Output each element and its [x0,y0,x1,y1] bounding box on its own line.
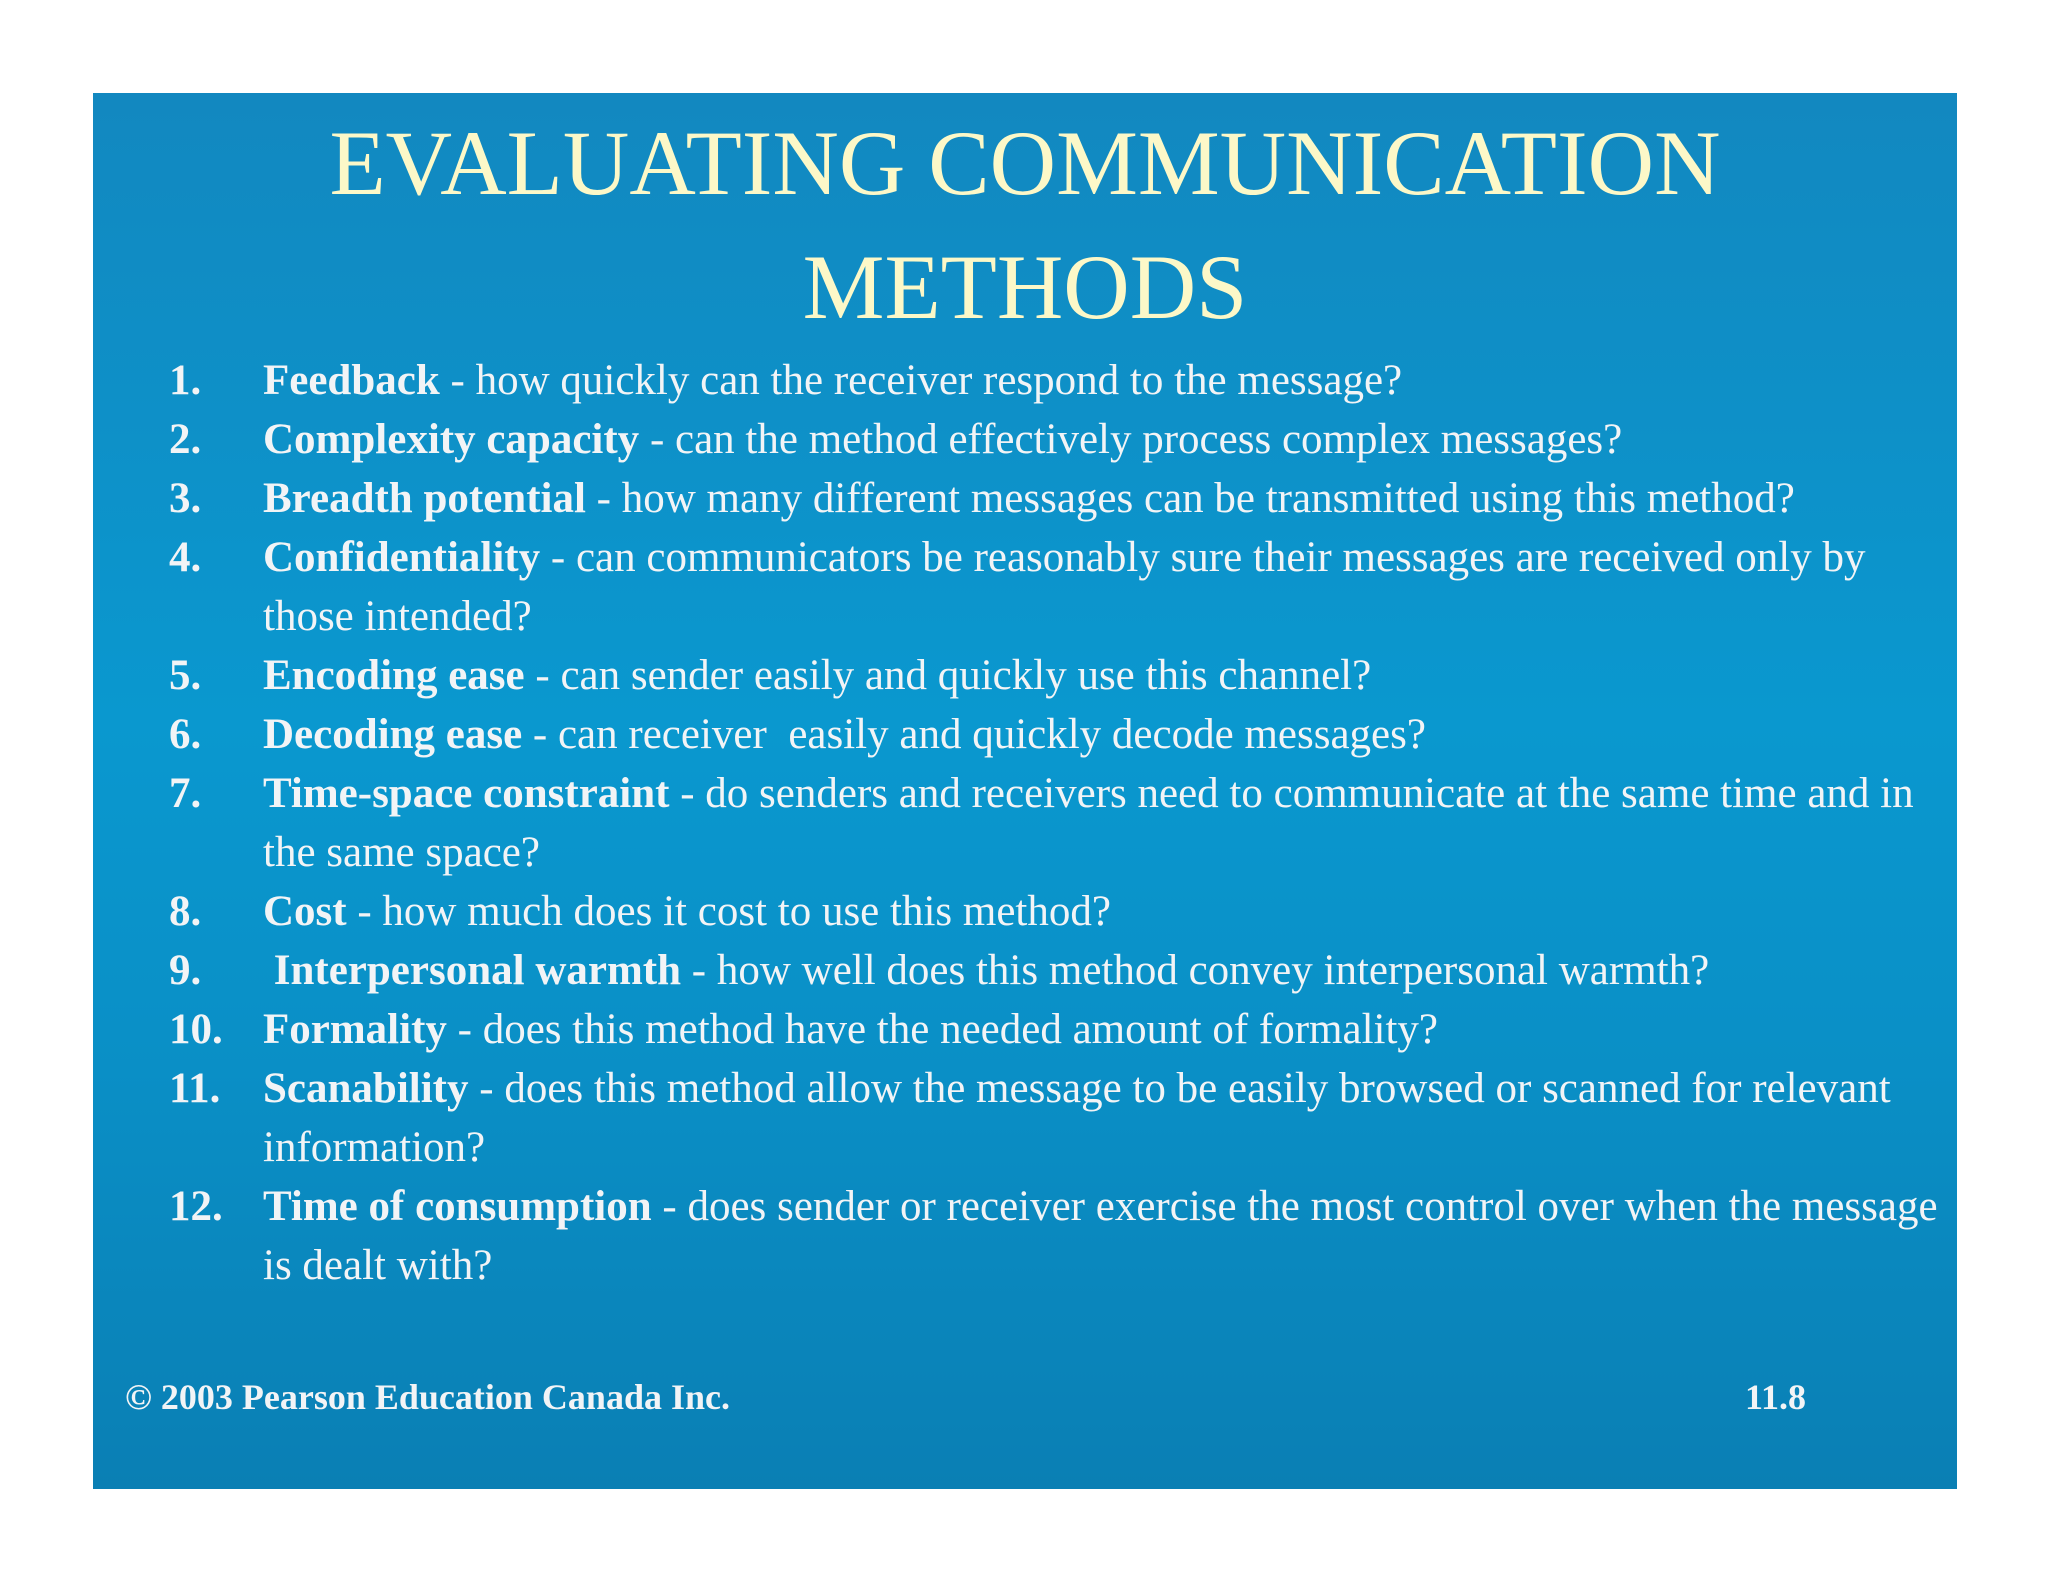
slide-number: 11.8 [1745,1377,1807,1417]
list-item [169,646,1949,705]
item-term: Time-space constraint [263,770,670,817]
slide-title [93,101,1957,349]
item-number: 9. [169,947,202,994]
item-term: Breadth potential [263,475,586,522]
list-item [169,1000,1949,1059]
item-number: 10. [169,1006,223,1053]
item-number: 3. [169,475,202,522]
item-term: Feedback [263,357,440,404]
criteria-list [169,351,1949,1295]
list-item [169,1059,1949,1177]
copyright-notice: © 2003 Pearson Education Canada Inc. [125,1377,730,1417]
list-item [169,469,1949,528]
item-description: - how much does it cost to use this method? [346,888,1111,935]
list-item [169,941,1949,1000]
item-term: Cost [263,888,347,935]
item-number: 5. [169,652,202,699]
slide [93,93,1957,1489]
item-number: 12. [169,1183,223,1230]
list-item [169,410,1949,469]
list-item [169,882,1949,941]
item-description: - does this method allow the message to be easily browsed or scanned for relevant information? [263,1065,1891,1171]
item-term: Decoding ease [263,711,523,758]
item-number: 7. [169,770,202,817]
item-description: - can sender easily and quickly use this channel? [524,652,1372,699]
list-item [169,1177,1949,1295]
item-term: Interpersonal warmth [263,947,682,994]
item-term: Encoding ease [263,652,525,699]
item-description: - how quickly can the receiver respond to the message? [439,357,1403,404]
list-item [169,705,1949,764]
item-number: 8. [169,888,202,935]
list-item [169,528,1949,646]
item-term: Scanability [263,1065,469,1112]
item-term: Complexity capacity [263,416,640,463]
item-description: - how well does this method convey interpersonal warmth? [681,947,1710,994]
item-description: - does this method have the needed amount of formality? [446,1006,1438,1053]
item-description: - how many different messages can be transmitted using this method? [585,475,1795,522]
item-description: - does sender or receiver exercise the most control over when the message is dealt with? [263,1183,1938,1289]
item-description: - can receiver easily and quickly decode messages? [522,711,1426,758]
item-term: Time of consumption [263,1183,652,1230]
item-description: - can the method effectively process complex messages? [639,416,1623,463]
list-item [169,764,1949,882]
item-number: 2. [169,416,202,463]
title-line-1: EVALUATING COMMUNICATION [329,112,1721,214]
item-number: 4. [169,534,202,581]
item-number: 6. [169,711,202,758]
list-item [169,351,1949,410]
item-term: Confidentiality [263,534,541,581]
item-term: Formality [263,1006,447,1053]
item-description: - do senders and receivers need to communicate at the same time and in the same space? [263,770,1914,876]
item-number: 1. [169,357,202,404]
title-line-2: METHODS [802,236,1248,338]
item-number: 11. [169,1065,221,1112]
item-description: - can communicators be reasonably sure their messages are received only by those intended? [263,534,1866,640]
